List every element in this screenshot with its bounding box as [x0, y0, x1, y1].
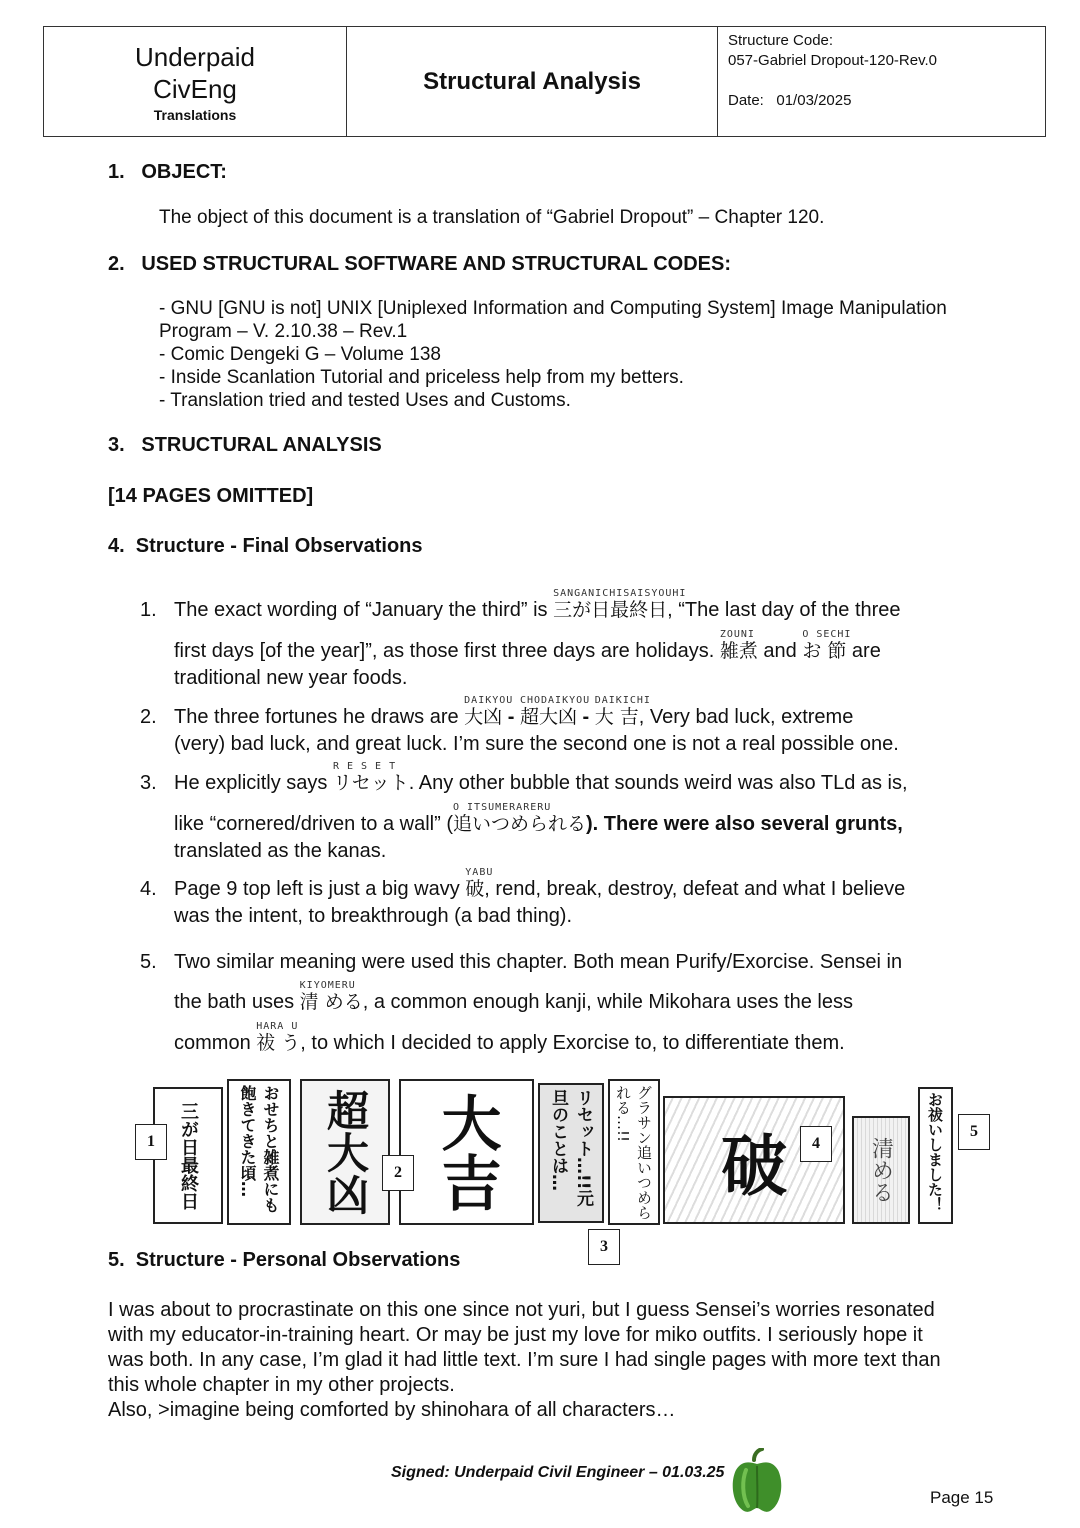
ruby-reading: DAIKICHI: [594, 695, 651, 706]
manga-panel-3: [300, 1079, 390, 1225]
obs-item-5: [140, 949, 1010, 1057]
ruby-kiyomeru: [299, 980, 363, 1016]
org-sub: Translations: [153, 106, 237, 123]
panel-label-4: 4: [800, 1126, 832, 1162]
date-row: [728, 91, 1035, 111]
manga-panel-5: [538, 1083, 604, 1223]
code-label: Structure Code:: [728, 32, 834, 49]
obs-number: 5.: [140, 951, 157, 973]
s5-line1: I was about to procrastinate on this one since not yuri, but I guess Sensei’s worries resonated: [108, 1299, 935, 1321]
separator: -: [576, 706, 595, 728]
manga-panel-9: [918, 1087, 953, 1224]
s2-line1: - GNU [GNU is not] UNIX [Uniplexed Information and Computing System] Image Manipulation: [159, 298, 947, 319]
panel-label-2: 2: [382, 1155, 414, 1191]
ruby-base: 祓 う: [256, 1032, 301, 1054]
obs5-text-d: common: [174, 1032, 257, 1054]
s5-line4: this whole chapter in my other projects.: [108, 1374, 455, 1396]
ruby-daikyou: [464, 695, 514, 731]
ruby-base: 三が日最終日: [553, 599, 668, 621]
obs-number: 2.: [140, 706, 157, 728]
obs5-text-b: the bath uses: [174, 991, 300, 1013]
obs-item-2: [140, 695, 1010, 758]
obs1-text-d: and: [757, 640, 803, 662]
ruby-base: お 節: [802, 640, 847, 662]
ruby-zouni: [719, 629, 758, 665]
ruby-chodaikyou: [519, 695, 591, 731]
panel-label-3: 3: [588, 1229, 620, 1265]
ruby-oitsumerareru: [453, 802, 587, 838]
ruby-base: 大 吉: [594, 706, 639, 728]
s2-line5: - Translation tried and tested Uses and Customs.: [159, 390, 571, 411]
ruby-daikichi: [594, 695, 651, 731]
org-cell: [44, 27, 347, 136]
ruby-yabu: [465, 867, 494, 903]
manga-panel-4: [399, 1079, 534, 1225]
panel2-text: おせちと雑煮にも飽きてきた頃…: [238, 1085, 280, 1213]
signature-line: Signed: Underpaid Civil Engineer – 01.03.25: [391, 1464, 725, 1481]
manga-panel-2: [227, 1079, 291, 1225]
ruby-reading: KIYOMERU: [299, 980, 356, 991]
s2-line2: Program – V. 2.10.38 – Rev.1: [159, 321, 408, 342]
s5-line2: with my educator-in-training heart. Or may be just my love for miko outfits. I seriously hope it: [108, 1324, 923, 1346]
obs3-text-d: ). There were also several grunts,: [586, 813, 903, 835]
ruby-harau: [256, 1021, 301, 1057]
obs-number: 4.: [140, 878, 157, 900]
ruby-base: 破: [465, 878, 485, 900]
obs-number: 3.: [140, 772, 157, 794]
ruby-osechi: [802, 629, 852, 665]
ruby-base: 大凶: [464, 706, 503, 728]
s5-line5: Also, >imagine being comforted by shinohara of all characters…: [108, 1399, 676, 1421]
ruby-sanganichi: [553, 588, 687, 624]
obs2-text-a: The three fortunes he draws are: [174, 706, 465, 728]
code-value: 057-Gabriel Dropout-120-Rev.0: [728, 52, 937, 69]
obs1-text-f: traditional new year foods.: [174, 667, 408, 689]
obs1-text-a: The exact wording of “January the third” is: [174, 599, 554, 621]
panel-label-1: 1: [135, 1124, 167, 1160]
panel4-text: 大吉: [431, 1092, 502, 1212]
panel3-text: 超大凶: [321, 1089, 370, 1215]
section3-title: 3. STRUCTURAL ANALYSIS: [108, 434, 382, 456]
ruby-base: 雑煮: [719, 640, 758, 662]
ruby-reading: CHODAIKYOU: [519, 695, 591, 706]
omitted-note: [14 PAGES OMITTED]: [108, 485, 314, 507]
panel6-text: グラサン追いつめられる…!!: [614, 1085, 653, 1220]
ruby-reading: R E S E T: [332, 761, 397, 772]
org-line2: CivEng: [153, 73, 237, 104]
obs4-text-b: , rend, break, destroy, defeat and what I believe: [484, 878, 906, 900]
section1-body: The object of this document is a translation of “Gabriel Dropout” – Chapter 120.: [159, 207, 825, 228]
obs1-text-e: are: [846, 640, 881, 662]
manga-panel-6: [608, 1079, 660, 1225]
section2-title: 2. USED STRUCTURAL SOFTWARE AND STRUCTURAL CODES:: [108, 253, 731, 275]
obs-number: 1.: [140, 599, 157, 621]
obs5-text-e: , to which I decided to apply Exorcise to, to differentiate them.: [300, 1032, 845, 1054]
panel-label-5: 5: [958, 1114, 990, 1150]
obs-item-3: [140, 761, 1010, 865]
ruby-reading: O ITSUMERARERU: [453, 802, 552, 813]
document-header: [43, 26, 1046, 137]
date-label: Date:: [728, 92, 764, 109]
panel1-text: 三が日最終日: [178, 1101, 199, 1210]
ruby-reading: DAIKYOU: [464, 695, 514, 706]
obs3-text-b: . Any other bubble that sounds weird was also TLd as is,: [408, 772, 908, 794]
obs-item-1: [140, 588, 1010, 692]
obs1-text-c: first days [of the year]”, as those first three days are holidays.: [174, 640, 720, 662]
manga-panel-8: [852, 1116, 910, 1224]
obs1-text-b: , “The last day of the three: [667, 599, 901, 621]
page-number: Page 15: [930, 1488, 994, 1507]
ruby-reading: SANGANICHISAISYOUHI: [553, 588, 687, 599]
ruby-base: 追いつめられる: [453, 813, 587, 835]
obs3-text-a: He explicitly says: [174, 772, 333, 794]
obs5-text-a: Two similar meaning were used this chapter. Both mean Purify/Exorcise. Sensei in: [174, 951, 903, 973]
doc-title: Structural Analysis: [347, 27, 718, 136]
ruby-reset: [332, 761, 409, 797]
s2-line3: - Comic Dengeki G – Volume 138: [159, 344, 441, 365]
obs3-text-e: translated as the kanas.: [174, 840, 387, 862]
panel9-text: お祓いしました！: [926, 1092, 944, 1212]
section5-body: [108, 1298, 941, 1423]
ruby-base: 清 める: [299, 991, 363, 1013]
ruby-reading: ZOUNI: [719, 629, 755, 640]
obs2-text-b: , Very bad luck, extreme: [638, 706, 854, 728]
ruby-reading: YABU: [465, 867, 494, 878]
section5-title: 5. Structure - Personal Observations: [108, 1249, 461, 1271]
panel5-text: リセット…!!元旦のことは…: [548, 1089, 593, 1207]
s2-line4: - Inside Scanlation Tutorial and priceless help from my betters.: [159, 367, 684, 388]
org-line1: Underpaid: [135, 41, 255, 72]
ruby-base: 超大凶: [519, 706, 577, 728]
panel8-text: 清める: [868, 1137, 894, 1203]
section4-title: 4. Structure - Final Observations: [108, 535, 423, 557]
obs-item-4: [140, 867, 1010, 930]
green-bell-pepper-icon: [728, 1448, 786, 1514]
panel7-text: 破: [721, 1126, 787, 1205]
obs4-text-c: was the intent, to breakthrough (a bad thing).: [174, 905, 573, 927]
obs5-text-c: , a common enough kanji, while Mikohara uses the less: [362, 991, 853, 1013]
ruby-base: リセット: [332, 772, 409, 794]
section1-title: 1. OBJECT:: [108, 161, 227, 183]
separator: -: [502, 706, 520, 728]
meta-cell: [718, 27, 1045, 136]
obs3-text-c: like “cornered/driven to a wall” (: [174, 813, 453, 835]
obs4-text-a: Page 9 top left is just a big wavy: [174, 878, 466, 900]
date-value: 01/03/2025: [776, 92, 852, 109]
ruby-reading: O SECHI: [802, 629, 852, 640]
section2-list: [159, 297, 947, 412]
ruby-reading: HARA U: [256, 1021, 299, 1032]
obs2-text-c: (very) bad luck, and great luck. I’m sure the second one is not a real possible one.: [174, 733, 899, 755]
s5-line3: was both. In any case, I’m glad it had little text. I’m sure I had single pages with more text than: [108, 1349, 941, 1371]
